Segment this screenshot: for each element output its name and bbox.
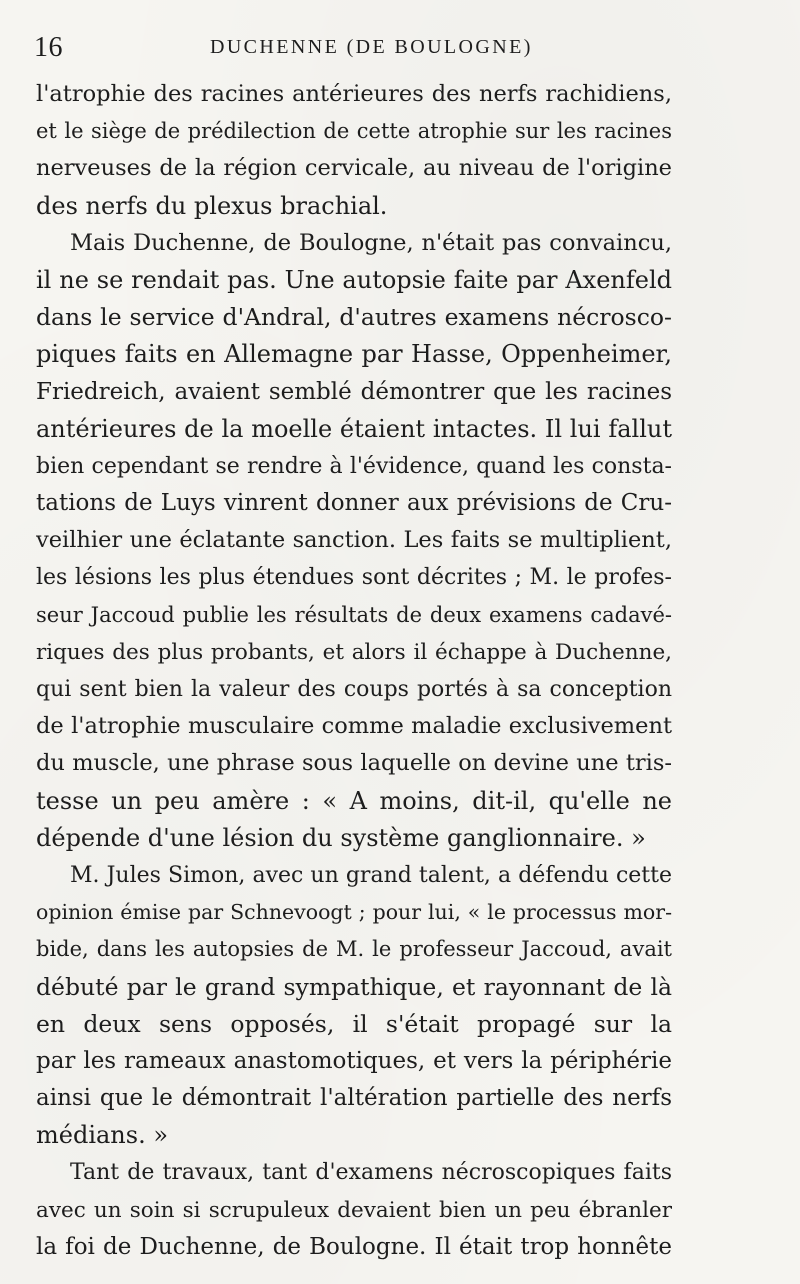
text-line xyxy=(36,76,672,113)
text-line-content: les lésions les plus étendues sont décrites ; M. le profes- xyxy=(36,565,672,591)
text-line xyxy=(36,969,672,1006)
text-line xyxy=(36,634,672,671)
page-number: 16 xyxy=(34,32,63,63)
text-line-content: antérieures de la moelle étaient intactes. Il lui fallut xyxy=(36,414,672,443)
text-line-content: Friedreich, avaient semblé démontrer que les racines xyxy=(36,378,672,405)
text-line-content: l'atrophie des racines antérieures des nerfs rachidiens, xyxy=(36,81,672,107)
text-line xyxy=(36,225,672,262)
text-line-content: la foi de Duchenne, de Boulogne. Il était trop honnête xyxy=(36,1233,672,1260)
text-line xyxy=(36,1006,672,1043)
text-line xyxy=(36,448,672,485)
text-line xyxy=(36,857,672,894)
text-line-content: M. Jules Simon, avec un grand talent, a défendu cette xyxy=(70,862,672,888)
text-line xyxy=(36,1229,672,1266)
text-line-content: tations de Luys vinrent donner aux prévisions de Cru- xyxy=(36,490,672,517)
text-line xyxy=(36,299,672,336)
text-line-content: tesse un peu amère : « A moins, dit-il, qu'elle ne xyxy=(36,786,672,815)
running-head: DUCHENNE (DE BOULOGNE) xyxy=(210,36,533,58)
text-line-content: en deux sens opposés, il s'était propagé sur la xyxy=(36,1009,672,1038)
text-line-content: des nerfs du plexus brachial. xyxy=(36,191,388,220)
text-line-content: par les rameaux anastomotiques, et vers la périphérie xyxy=(36,1047,672,1074)
text-line xyxy=(36,783,672,820)
text-line xyxy=(36,1043,672,1080)
text-line-content: du muscle, une phrase sous laquelle on devine une tris- xyxy=(36,750,672,777)
text-line xyxy=(36,113,672,150)
text-line xyxy=(36,1080,672,1117)
text-line xyxy=(36,597,672,634)
text-line xyxy=(36,820,672,857)
text-line-content: veilhier une éclatante sanction. Les faits se multiplient, xyxy=(36,527,672,554)
text-line xyxy=(36,708,672,745)
text-line xyxy=(36,671,672,708)
text-line xyxy=(36,411,672,448)
text-line xyxy=(36,485,672,522)
text-line xyxy=(36,1192,672,1229)
text-line-content: il ne se rendait pas. Une autopsie faite par Axenfeld xyxy=(36,265,672,294)
text-line-content: Tant de travaux, tant d'examens nécroscopiques faits xyxy=(70,1160,672,1186)
text-line-content: Mais Duchenne, de Boulogne, n'était pas convaincu, xyxy=(70,229,672,256)
text-line-content: médians. » xyxy=(36,1121,169,1150)
text-line-content: bide, dans les autopsies de M. le professeur Jaccoud, avait xyxy=(36,937,672,962)
text-line-content: riques des plus probants, et alors il échappe à Duchenne, xyxy=(36,639,672,665)
text-line-content: qui sent bien la valeur des coups portés à sa conception xyxy=(36,677,672,702)
text-line xyxy=(36,522,672,559)
text-line xyxy=(36,745,672,782)
text-line-content: bien cependant se rendre à l'évidence, quand les consta- xyxy=(36,453,672,479)
text-line-content: débuté par le grand sympathique, et rayonnant de là xyxy=(36,972,672,1001)
text-line-content: nerveuses de la région cervicale, au niveau de l'origine xyxy=(36,155,672,182)
text-line xyxy=(36,336,672,373)
text-line xyxy=(36,150,672,187)
text-line xyxy=(36,262,672,299)
text-line-content: de l'atrophie musculaire comme maladie exclusivement xyxy=(36,713,672,740)
text-line-content: opinion émise par Schnevoogt ; pour lui, « le processus mor- xyxy=(36,900,672,925)
text-line xyxy=(36,1154,672,1191)
text-line xyxy=(36,931,672,968)
text-line-content: et le siège de prédilection de cette atrophie sur les racines xyxy=(36,119,672,144)
text-line-content: avec un soin si scrupuleux devaient bien un peu ébranler xyxy=(36,1197,672,1223)
body-text xyxy=(36,76,672,1266)
text-line-content: seur Jaccoud publie les résultats de deux examens cadavé- xyxy=(36,602,672,627)
text-line-content: piques faits en Allemagne par Hasse, Oppenheimer, xyxy=(36,340,672,369)
text-line-content: dépende d'une lésion du système ganglionnaire. » xyxy=(36,823,646,852)
text-line xyxy=(36,188,672,225)
text-line-content: ainsi que le démontrait l'altération partielle des nerfs xyxy=(36,1085,672,1112)
text-line xyxy=(36,374,672,411)
text-line-content: dans le service d'Andral, d'autres examens nécrosco- xyxy=(36,303,672,332)
page-header xyxy=(34,30,774,66)
text-line xyxy=(36,1117,672,1154)
text-line xyxy=(36,559,672,596)
text-line xyxy=(36,894,672,931)
